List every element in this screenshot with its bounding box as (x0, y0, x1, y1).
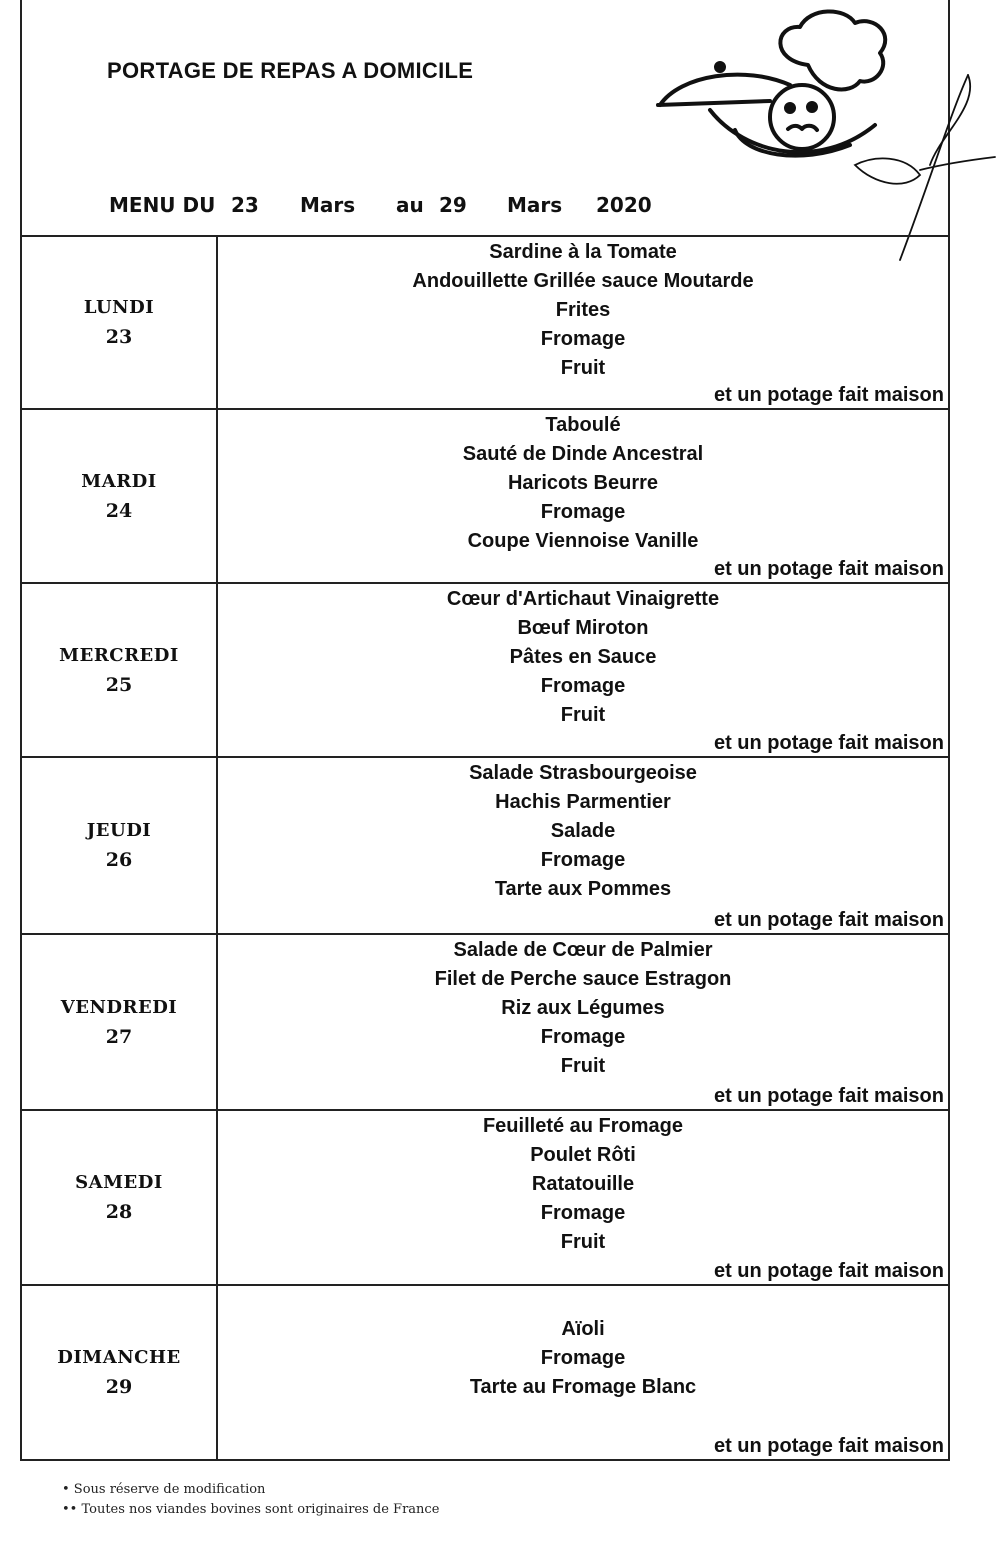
dish: Feuilleté au Fromage (482, 1115, 684, 1137)
soup-note: et un potage fait maison (713, 909, 944, 931)
menu-row (21, 934, 949, 1110)
dish: Frites (555, 299, 611, 321)
dishes-cell (217, 757, 949, 934)
dish: Ratatouille (531, 1173, 635, 1195)
day-name: SAMEDI (75, 1172, 163, 1193)
dish: Salade Strasbourgeoise (469, 762, 697, 784)
dish: Fromage (540, 1026, 626, 1048)
day-number: 29 (105, 1376, 133, 1398)
start-month: Mars (300, 193, 356, 217)
day-cell (21, 1285, 217, 1460)
day-number: 24 (105, 499, 133, 522)
dishes-cell (217, 1285, 949, 1460)
day-number: 26 (105, 849, 133, 871)
dish: Aïoli (561, 1318, 605, 1340)
day-cell (21, 583, 217, 757)
dish: Taboulé (545, 414, 621, 436)
dish: Fromage (540, 1347, 626, 1369)
dish: Fromage (540, 501, 626, 523)
weekly-menu-table (20, 235, 950, 1461)
menu-row (21, 1110, 949, 1285)
dish: Fruit (560, 704, 606, 726)
day-name: JEUDI (86, 820, 152, 841)
soup-note: et un potage fait maison (713, 1260, 944, 1282)
dish: Coupe Viennoise Vanille (467, 530, 699, 552)
dish: Sauté de Dinde Ancestral (462, 443, 704, 465)
dish: Fromage (540, 1202, 626, 1224)
dish: Tarte au Fromage Blanc (469, 1376, 697, 1398)
chef-with-serving-platter-icon (650, 5, 1000, 265)
end-day: 29 (439, 193, 467, 217)
day-number: 28 (105, 1201, 133, 1223)
day-number: 23 (105, 326, 133, 348)
dish: Salade de Cœur de Palmier (453, 939, 713, 961)
to-word: au (396, 193, 424, 217)
day-cell (21, 934, 217, 1110)
menu-row (21, 236, 949, 409)
day-name: VENDREDI (60, 996, 178, 1018)
end-month: Mars (507, 193, 563, 217)
dish: Hachis Parmentier (495, 791, 671, 813)
dish: Fruit (560, 1055, 606, 1077)
menu-row (21, 409, 949, 583)
dish: Fromage (540, 328, 626, 350)
day-name: MERCREDI (59, 644, 179, 666)
menu-row (21, 757, 949, 934)
dish: Fruit (560, 357, 606, 379)
menu-row (21, 1285, 949, 1460)
dish: Filet de Perche sauce Estragon (434, 968, 732, 990)
day-cell (21, 236, 217, 409)
dishes-cell (217, 1110, 949, 1285)
dishes-cell (217, 409, 949, 583)
footnote: •• Toutes nos viandes bovines sont originaires de France (62, 1502, 440, 1517)
soup-note: et un potage fait maison (713, 1435, 944, 1457)
page-title: PORTAGE DE REPAS A DOMICILE (107, 58, 474, 83)
dish: Salade (550, 820, 616, 842)
dishes-cell (217, 236, 949, 409)
day-cell (21, 1110, 217, 1285)
soup-note: et un potage fait maison (713, 1085, 944, 1107)
day-name: LUNDI (83, 297, 155, 318)
soup-note: et un potage fait maison (713, 558, 944, 580)
start-day: 23 (231, 193, 259, 217)
day-cell (21, 409, 217, 583)
dish: Cœur d'Artichaut Vinaigrette (446, 588, 720, 610)
soup-note: et un potage fait maison (713, 384, 944, 406)
day-name: MARDI (81, 470, 157, 492)
dish: Tarte aux Pommes (494, 878, 672, 900)
soup-note: et un potage fait maison (713, 732, 944, 754)
dish: Bœuf Miroton (517, 617, 649, 639)
dish: Pâtes en Sauce (509, 646, 657, 668)
menu-label: MENU DU (109, 193, 216, 217)
dishes-cell (217, 934, 949, 1110)
dishes-cell (217, 583, 949, 757)
dish: Fruit (560, 1231, 606, 1253)
dish: Poulet Rôti (530, 1144, 636, 1166)
dish: Sardine à la Tomate (489, 241, 677, 263)
day-cell (21, 757, 217, 934)
dish: Riz aux Légumes (501, 997, 665, 1019)
dish: Fromage (540, 675, 626, 697)
day-number: 27 (105, 1025, 133, 1048)
day-number: 25 (105, 673, 133, 696)
footnotes (62, 1480, 439, 1520)
dish: Fromage (540, 849, 626, 871)
day-name: DIMANCHE (57, 1347, 181, 1368)
dish: Andouillette Grillée sauce Moutarde (412, 270, 754, 292)
dish: Haricots Beurre (507, 472, 659, 494)
footnote: • Sous réserve de modification (62, 1482, 266, 1497)
year: 2020 (596, 193, 652, 217)
menu-row (21, 583, 949, 757)
